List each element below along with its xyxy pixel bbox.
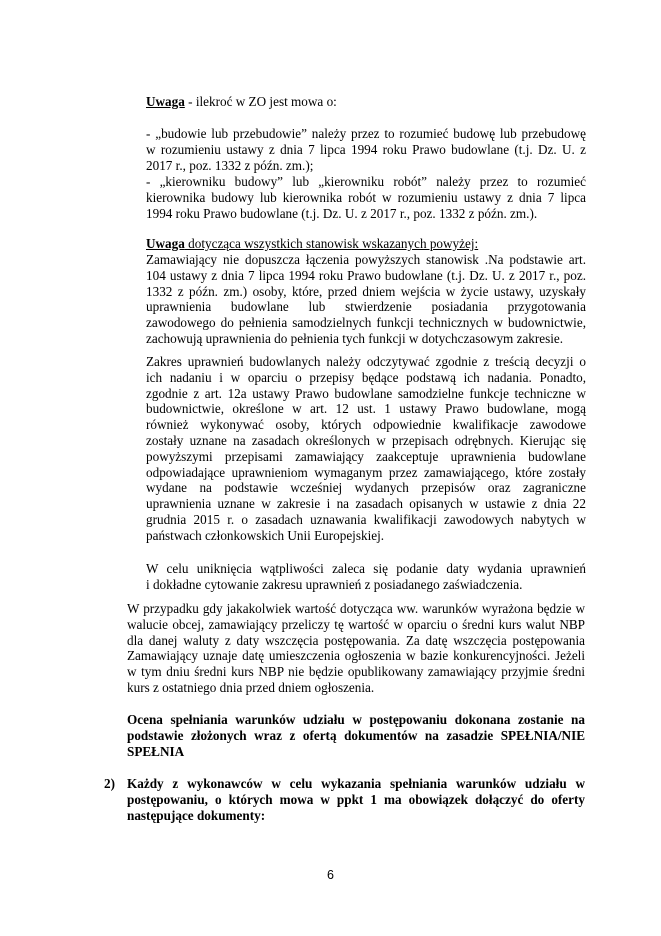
text-line: państwach członkowskich Unii Europejskiej. (146, 527, 385, 543)
note1-heading (146, 94, 586, 110)
text-line: - „budowie lub przebudowie” należy przez to rozumieć budowę lub przebudowę (146, 126, 586, 141)
text-line: zgodnie z art. 12a ustawy Prawo budowlane samodzielne funkcje techniczne w (146, 385, 586, 401)
text-line: uprawnienia budowlane lub stwierdzenie posiadania przygotowania (146, 299, 586, 315)
note2-heading-rest: dotycząca wszystkich stanowisk wskazanych powyżej: (184, 236, 479, 251)
text-line: W przypadku gdy jakakolwiek wartość dotycząca ww. warunków wyrażona będzie w (127, 601, 585, 616)
text-line: 104 ustawy z dnia 7 lipca 1994 roku Prawo budowlane (t.j. Dz. U. z 2017 r., poz. (146, 267, 586, 283)
text-line: również wykonywać osoby, których odpowiednie kwalifikacje zawodowe (146, 417, 586, 433)
text-line: 2017 r., poz. 1332 z późn. zm.); (146, 157, 314, 173)
text-line: ich nadaniu i w oparciu o przepisy będące podstawą ich nadania. Ponadto, (146, 369, 586, 385)
text-line: postępowaniu, o których mowa w ppkt 1 ma obowiązek dołączyć do oferty (127, 791, 585, 807)
scope-paragraph (146, 354, 586, 544)
text-line: Każdy z wykonawców w celu wykazania spełniania warunków udziału w (127, 776, 585, 791)
text-line: dla danej waluty z daty wszczęcia postępowania. Za datę wszczęcia postępowania (127, 632, 585, 648)
text-line: W celu uniknięcia wątpliwości zaleca się podanie daty wydania uprawnień (146, 561, 586, 576)
text-line: 1994 roku Prawo budowlane (t.j. Dz. U. z 2017 r., poz. 1332 z późn. zm.). (146, 205, 538, 221)
note2-heading (146, 236, 586, 252)
text-line: zostały uznane na zasadach określonych w przepisach odrębnych. Kierując się (146, 432, 586, 448)
currency-paragraph (127, 601, 585, 696)
text-line: powyższymi przepisami zamawiający zaakceptuje uprawnienia budowlane (146, 448, 586, 464)
list-item-2 (127, 776, 585, 823)
text-line: i dokładne cytowanie zakresu uprawnień z posiadanego zaświadczenia. (146, 576, 523, 592)
text-line: zawodowego do pełnienia samodzielnych funkcji technicznych w budownictwie, (146, 315, 586, 331)
text-line: w tym dniu średni kurs NBP nie będzie opublikowany zamawiający przyjmie średni (127, 664, 585, 680)
text-line: Zamawiający uznaje datę umieszczenia ogłoszenia w bazie konkurencyjności. Jeżeli (127, 648, 585, 664)
text-line: walucie obcej, zamawiający przeliczy tę wartość w oparciu o średni kurs walut NBP (127, 616, 585, 632)
assessment-paragraph (127, 712, 585, 759)
note2-label: Uwaga (146, 236, 185, 251)
text-line: 1332 z późn. zm.) osoby, które, przed dniem wejścia w życie ustawy, uzyskały (146, 283, 586, 299)
text-line: grudnia 2015 r. o zasadach uznawania kwalifikacji zawodowych nabytych w (146, 511, 586, 527)
note1-item-kierownik (146, 174, 586, 221)
text-line: następujące dokumenty: (127, 807, 266, 823)
note1-item-budowa (146, 126, 586, 173)
page-number: 6 (327, 868, 334, 882)
text-line: w rozumieniu ustawy z dnia 7 lipca 1994 roku Prawo budowlane (t.j. Dz. U. z (146, 141, 586, 157)
text-line: odpowiadające uprawnieniom wymaganym przez zamawiającego, które zostały (146, 464, 586, 480)
text-line: Ocena spełniania warunków udziału w postępowaniu dokonana zostanie na (127, 712, 585, 727)
text-line: zachowują uprawnienia do pełnienia tych funkcji w dotychczasowym zakresie. (146, 330, 564, 346)
text-line: wydane na podstawie wcześniej wydanych przepisów oraz zagraniczne (146, 480, 586, 496)
text-line: Zamawiający nie dopuszcza łączenia powyższych stanowisk .Na podstawie art. (146, 252, 586, 267)
list-item-number: 2) (104, 776, 115, 791)
note2-body (146, 252, 586, 347)
text-line: uprawnienia uznane w zakresie i na zasadach opisanych w ustawie z dnia 22 (146, 496, 586, 512)
text-line: podstawie złożonych wraz z ofertą dokumentów na zasadzie SPEŁNIA/NIE (127, 727, 585, 743)
dates-paragraph (146, 561, 586, 593)
note1-label: Uwaga (146, 94, 185, 109)
text-line: - „kierowniku budowy” lub „kierowniku robót” należy przez to rozumieć (146, 174, 586, 189)
text-line: kurs z ostatniego dnia przed dniem ogłoszenia. (127, 679, 375, 695)
text-line: SPEŁNIA (127, 743, 185, 759)
text-line: budownictwie, określone w art. 12 ust. 1 ustawy Prawo budowlane, mogą (146, 401, 586, 417)
text-line: kierownika budowy lub kierownika robót w rozumieniu ustawy z dnia 7 lipca (146, 189, 586, 205)
note1-heading-rest: - ilekroć w ZO jest mowa o: (184, 94, 337, 109)
text-line: Zakres uprawnień budowlanych należy odczytywać zgodnie z treścią decyzji o (146, 354, 586, 369)
